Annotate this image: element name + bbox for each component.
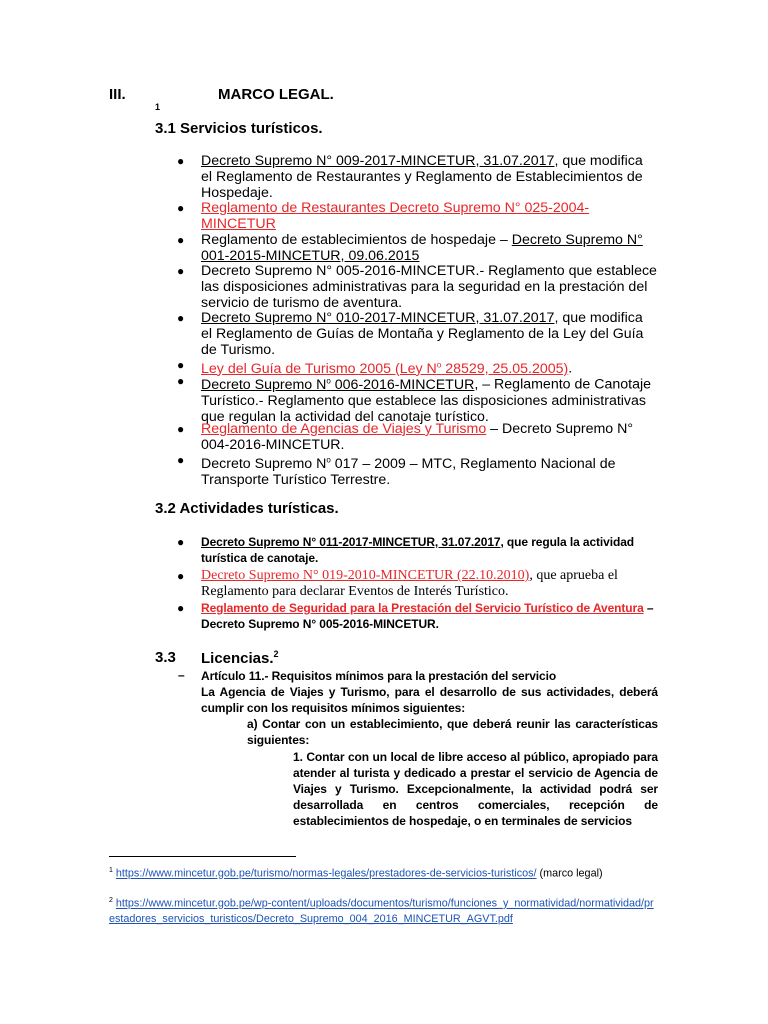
bullet-icon: ● (177, 311, 185, 325)
section-title-3-1: 3.1 Servicios turísticos. (155, 120, 323, 137)
section-title-3-2: 3.2 Actividades turísticas. (155, 500, 339, 517)
item-text: – Decreto Supremo N° 005-2016-MINCETUR (201, 601, 654, 631)
link-text[interactable]: Reglamento de Agencias de Viajes y Turismo (201, 421, 487, 437)
section-title-3-3: Licencias.$^2$ (201, 649, 279, 667)
list-item (177, 452, 657, 488)
article-title: Artículo 11.- Requisitos mínimos para la prestación del servicio (201, 669, 557, 683)
requirement-a: a) Contar con un establecimiento, que deberá reunir las características siguientes: (247, 717, 658, 747)
footnote-link-2[interactable]: https://www.mincetur.gob.pe/wp-content/uploads/documentos/turismo/funciones_y_normatividad/normatividad/prestadores_servicios_turisticos/Decreto_Supremo_004_2016_MINCETUR_AGVT.pdf (109, 897, 654, 925)
list-item (177, 373, 657, 425)
item-text: , que modifica el Reglamento de Restaurantes y Reglamento de Establecimientos de Hospedaje. (201, 153, 643, 201)
bullet-icon: ● (177, 358, 185, 372)
item-text: – Decreto Supremo N° 004-2016-MINCETUR. (201, 421, 634, 453)
bullet-icon: ● (177, 201, 185, 215)
bullet-icon: ● (177, 154, 185, 168)
footnote-link-1[interactable]: https://www.mincetur.gob.pe/turismo/normas-legales/prestadores-de-servicios-turisticos/ (115, 867, 537, 880)
list-item (177, 232, 657, 264)
bullet-icon: ● (177, 422, 185, 436)
footnote-2: $^2$ https://www.mincetur.gob.pe/wp-content/uploads/documentos/turismo/funciones_y_normatividad/normatividad/prestadores_servicios_turisticos/Decreto_Supremo_004_2016_MINCETUR_AGVT.pdf (109, 897, 654, 925)
footnote-ref-1: 1 (155, 102, 161, 112)
item-text: , – Reglamento de Canotaje Turístico.- Reglamento que establece las disposiciones administrativas que regulan la actividad del canotaje turístico. (201, 376, 651, 425)
link-text[interactable]: Reglamento de Seguridad para la Prestación del Servicio Turístico de Aventura (201, 601, 644, 615)
list-item (177, 534, 666, 566)
list-item (177, 421, 657, 453)
list-item (177, 153, 657, 201)
link-text[interactable]: Decreto Supremo N° 019-2010-MINCETUR (22.10.2010) (201, 568, 530, 583)
article-intro: La Agencia de Viajes y Turismo, para el desarrollo de sus actividades, deberá cumplir con los requisitos mínimos siguientes: (201, 685, 658, 715)
bullet-icon: ● (177, 233, 185, 247)
bullet-icon: ● (177, 535, 185, 549)
bullet-icon: ● (177, 569, 185, 583)
footnote-1: $^1$ https://www.mincetur.gob.pe/turismo/normas-legales/prestadores-de-servicios-turisticos/ (marco legal) (109, 867, 603, 880)
link-text[interactable]: Decreto Supremo $N^o$ 006-2016-MINCETUR (201, 376, 475, 393)
link-text[interactable]: Decreto Supremo N° 010-2017-MINCETUR, 31.07.2017 (201, 310, 555, 326)
link-text[interactable]: Decreto Supremo N° 001-2015-MINCETUR, 09.06.2015 (201, 232, 643, 264)
item-text: Decreto Supremo N° 005-2016-MINCETUR.- Reglamento que establece las disposiciones administrativas para la seguridad en la prestación del servicio de turismo de aventura. (201, 263, 657, 311)
bullet-icon: ● (177, 453, 185, 467)
list-item (177, 263, 657, 311)
list-item (177, 200, 657, 232)
list-item (177, 600, 666, 632)
item-text: , que modifica el Reglamento de Guías de Montaña y Reglamento de la Ley del Guía de Turismo. (201, 310, 644, 358)
requirement-1: 1. Contar con un local de libre acceso al público, apropiado para atender al turista y dedicado a prestar el servicio de Agencia de Viajes y Turismo. Excepcionalmente, la actividad podrá ser desarrollada en centros comerciales, recepción de establecimientos de hospedaje, o en terminales de servicios (293, 750, 658, 828)
link-text[interactable]: Ley del Guía de Turismo 2005 (Ley $N^o$ 28529, 25.05.2005) (201, 360, 569, 377)
bullet-icon: ● (177, 264, 185, 278)
bullet-icon: ● (177, 601, 185, 615)
list-item (177, 568, 666, 600)
footnote-separator (109, 856, 296, 857)
bullet-icon: ● (177, 374, 185, 388)
link-text[interactable]: Decreto Supremo N° 011-2017-MINCETUR, 31.07.2017 (201, 535, 501, 549)
item-text: , que regula la actividad turística de canotaje. (201, 535, 635, 565)
chapter-number: III. (109, 86, 126, 103)
link-text[interactable]: Decreto Supremo N° 009-2017-MINCETUR, 31.07.2017 (201, 153, 555, 169)
item-text: . (568, 360, 573, 377)
section-number-3-3: 3.3 (155, 649, 176, 666)
item-text: , que aprueba el Reglamento para declarar Eventos de Interés Turístico. (201, 568, 618, 599)
item-text: Decreto Supremo $N^o$ 017 – 2009 – MTC, Reglamento Nacional de Transporte Turístico Terrestre. (201, 455, 616, 488)
list-item (177, 310, 657, 358)
page-title: MARCO LEGAL. (218, 86, 334, 103)
item-text: . (435, 617, 439, 631)
dash-bullet: – (178, 668, 185, 682)
item-text: Reglamento de establecimientos de hospedaje – (201, 232, 512, 248)
link-text[interactable]: Reglamento de Restaurantes Decreto Supremo N° 025-2004-MINCETUR (201, 200, 590, 232)
